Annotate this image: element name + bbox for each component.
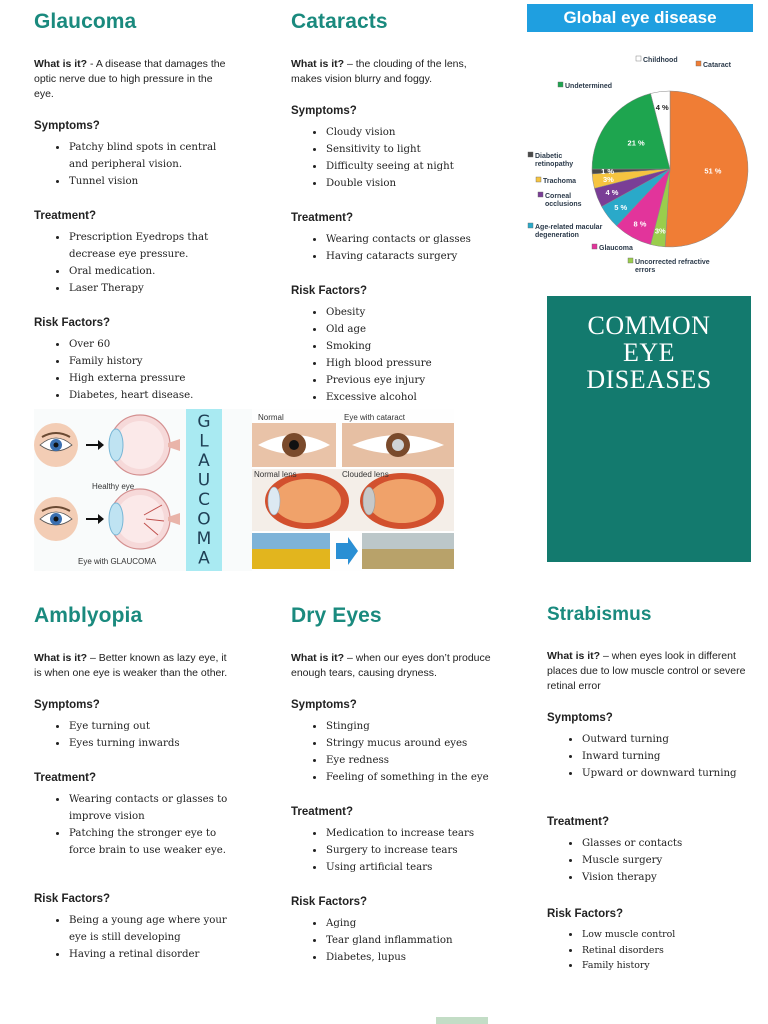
risk-heading: Risk Factors? (34, 317, 111, 329)
legend-label: Uncorrected refractive (635, 259, 710, 266)
vertical-letter: A (198, 548, 210, 569)
list-item: • Cloudy vision (325, 124, 491, 141)
slice-value-label: 4 % (655, 103, 669, 113)
what-text: – when eyes look in different places due to low muscle control or severe retinal error (547, 650, 746, 692)
legend-label: occlusions (545, 201, 582, 208)
list-item: • Tunnel vision (68, 173, 234, 190)
strabismus-description (547, 649, 757, 694)
legend-swatch (636, 56, 641, 61)
list-item: • Diabetes, lupus (325, 949, 491, 966)
list-item: • Retinal disorders (581, 943, 757, 959)
list-item: • Eye turning out (68, 718, 234, 735)
healthy-eye-label: Healthy eye (92, 482, 135, 491)
treatment-heading: Treatment? (34, 210, 96, 222)
list-item: • Double vision (325, 175, 491, 192)
glaucoma-diagram (34, 409, 252, 571)
list-item: • Glasses or contacts (581, 835, 757, 852)
strabismus-title: Strabismus (547, 604, 652, 625)
legend-label: Diabetic (535, 153, 563, 160)
strabismus-treatment-list (547, 835, 757, 886)
cataracts-symptoms-list (291, 124, 491, 192)
what-label: What is it? (34, 652, 88, 664)
slice-value-label: 21 % (627, 138, 645, 148)
box-line: DISEASES (586, 365, 712, 394)
list-item: • Stinging (325, 718, 491, 735)
vertical-letter: L (199, 431, 209, 452)
legend-swatch (696, 61, 701, 66)
list-item: • Surgery to increase tears (325, 842, 491, 859)
cataracts-title: Cataracts (291, 10, 388, 33)
list-item: • Stringy mucus around eyes (325, 735, 491, 752)
strabismus-symptoms-list (547, 731, 757, 782)
dry-eyes-symptoms-list (291, 718, 491, 786)
list-item: • Being a young age where your eye is still developing (68, 912, 234, 946)
list-item: • Old age (325, 321, 491, 338)
list-item: • Using artificial tears (325, 859, 491, 876)
dry-eyes-risk-list (291, 915, 491, 966)
legend-swatch (558, 82, 563, 87)
slice-value-label: 5 % (614, 203, 628, 213)
amblyopia-description (34, 651, 234, 681)
legend-label: errors (635, 267, 656, 274)
treatment-heading: Treatment? (34, 772, 96, 784)
risk-heading: Risk Factors? (34, 893, 111, 905)
global-eye-disease-pie-chart (525, 36, 765, 284)
normal-label: Normal (258, 413, 284, 422)
cataracts-description (291, 57, 491, 87)
slice-value-label: 3% (654, 226, 666, 236)
list-item: • Patchy blind spots in central and peripheral vision. (68, 139, 234, 173)
glaucoma-description (34, 57, 234, 102)
list-item: • Outward turning (581, 731, 757, 748)
cataract-diagram (252, 409, 454, 571)
list-item: • High externa pressure (68, 370, 234, 387)
what-label: What is it? (34, 58, 88, 70)
list-item: • Feeling of something in the eye (325, 769, 491, 786)
legend-swatch (528, 152, 533, 157)
list-item: • Difficulty seeing at night (325, 158, 491, 175)
chart-banner: Global eye disease (527, 4, 753, 32)
symptoms-heading: Symptoms? (34, 120, 100, 132)
common-eye-diseases-box (547, 296, 751, 562)
cataracts-risk-list (291, 304, 491, 406)
list-item: • Having a retinal disorder (68, 946, 234, 963)
what-text: – the clouding of the lens, makes vision blurry and foggy. (291, 58, 467, 85)
legend-label: retinopathy (535, 161, 574, 168)
list-item: • Prescription Eyedrops that decrease eye pressure. (68, 229, 234, 263)
slice-value-label: 3% (602, 174, 614, 184)
legend-swatch (536, 177, 541, 182)
what-text: - A disease that damages the optic nerve due to high pressure in the eye. (34, 58, 226, 100)
symptoms-heading: Symptoms? (291, 699, 357, 711)
amblyopia-risk-list (34, 912, 234, 963)
legend-label: Trachoma (543, 178, 577, 185)
legend-swatch (538, 192, 543, 197)
list-item: • Excessive alcohol (325, 389, 491, 406)
list-item: • Inward turning (581, 748, 757, 765)
list-item: • Wearing contacts or glasses to improve vision (68, 791, 234, 825)
symptoms-heading: Symptoms? (34, 699, 100, 711)
vertical-letter: G (197, 412, 211, 432)
glaucoma-title: Glaucoma (34, 10, 137, 33)
glaucoma-symptoms-list (34, 139, 234, 190)
box-line: COMMON (587, 311, 711, 340)
list-item: • Medication to increase tears (325, 825, 491, 842)
vertical-letter: A (198, 451, 210, 471)
risk-heading: Risk Factors? (291, 896, 368, 908)
vertical-letter: O (197, 509, 211, 530)
treatment-heading: Treatment? (291, 212, 353, 224)
what-label: What is it? (291, 652, 345, 664)
cataracts-treatment-list (291, 231, 491, 265)
treatment-heading: Treatment? (291, 806, 353, 818)
clouded-lens-label: Clouded lens (342, 470, 389, 479)
legend-label: Age-related macular (535, 224, 603, 231)
what-text: – Better known as lazy eye, it is when one eye is weaker than the other. (34, 652, 228, 679)
legend-swatch (528, 223, 533, 228)
treatment-heading: Treatment? (547, 816, 609, 828)
dry-eyes-title: Dry Eyes (291, 604, 382, 627)
slice-value-label: 51 % (704, 166, 722, 176)
list-item: • Wearing contacts or glasses (325, 231, 491, 248)
legend-label: degeneration (535, 232, 579, 239)
slice-value-label: 8 % (633, 219, 647, 229)
amblyopia-section (34, 604, 234, 983)
slice-value-label: 1 % (601, 166, 615, 176)
list-item: • Over 60 (68, 336, 234, 353)
risk-heading: Risk Factors? (547, 908, 624, 920)
vertical-letter: U (197, 470, 211, 491)
glaucoma-risk-list (34, 336, 234, 404)
amblyopia-title: Amblyopia (34, 604, 143, 627)
legend-label: Corneal (545, 193, 572, 200)
strabismus-section (547, 604, 757, 994)
list-item: • Patching the stronger eye to force brain to use weaker eye. (68, 825, 234, 859)
normal-lens-label: Normal lens (254, 470, 297, 479)
slice-value-label: 4 % (605, 187, 619, 197)
box-line: EYE (622, 338, 676, 367)
list-item: • Upward or downward turning (581, 765, 757, 782)
list-item: • Obesity (325, 304, 491, 321)
list-item: • Family history (68, 353, 234, 370)
glaucoma-eye-label: Eye with GLAUCOMA (78, 557, 157, 566)
bottom-logo-fragment (436, 1017, 488, 1024)
amblyopia-symptoms-list (34, 718, 234, 752)
list-item: • Eyes turning inwards (68, 735, 234, 752)
list-item: • Smoking (325, 338, 491, 355)
legend-swatch (628, 258, 633, 263)
list-item: • Eye redness (325, 752, 491, 769)
legend-label: Childhood (643, 57, 678, 64)
legend-label: Cataract (703, 62, 732, 69)
dry-eyes-section (291, 604, 491, 986)
dry-eyes-description (291, 651, 491, 681)
list-item: • Diabetes, heart disease. (68, 387, 234, 404)
legend-label: Undetermined (565, 83, 613, 90)
vertical-letter: C (198, 490, 210, 510)
cataract-label: Eye with cataract (344, 413, 405, 422)
list-item: • Low muscle control (581, 927, 757, 943)
symptoms-heading: Symptoms? (291, 105, 357, 117)
list-item: • Previous eye injury (325, 372, 491, 389)
dry-eyes-treatment-list (291, 825, 491, 876)
list-item: • Muscle surgery (581, 852, 757, 869)
cataracts-section (291, 10, 491, 426)
list-item: • High blood pressure (325, 355, 491, 372)
list-item: • Family history (581, 958, 757, 974)
list-item: • Aging (325, 915, 491, 932)
list-item: • Oral medication. (68, 263, 234, 280)
list-item: • Having cataracts surgery (325, 248, 491, 265)
legend-label: Glaucoma (599, 245, 633, 252)
list-item: • Tear gland inflammation (325, 932, 491, 949)
what-text: – when our eyes don’t produce enough tears, causing dryness. (291, 652, 491, 679)
strabismus-risk-list (547, 927, 757, 974)
risk-heading: Risk Factors? (291, 285, 368, 297)
legend-swatch (592, 244, 597, 249)
symptoms-heading: Symptoms? (547, 712, 613, 724)
what-label: What is it? (547, 650, 601, 662)
list-item: • Sensitivity to light (325, 141, 491, 158)
list-item: • Laser Therapy (68, 280, 234, 297)
list-item: • Vision therapy (581, 869, 757, 886)
glaucoma-treatment-list (34, 229, 234, 297)
amblyopia-treatment-list (34, 791, 234, 859)
vertical-letter: M (196, 529, 212, 549)
glaucoma-section (34, 10, 234, 424)
what-label: What is it? (291, 58, 345, 70)
